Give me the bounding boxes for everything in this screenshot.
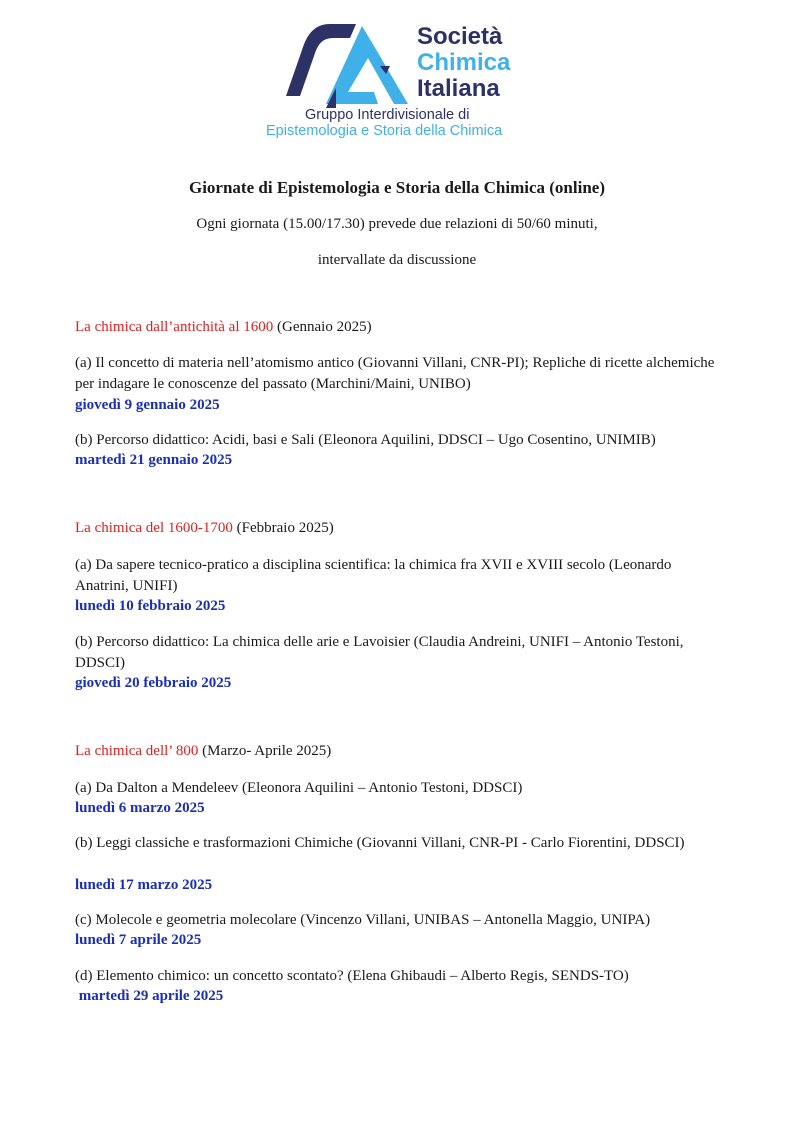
logo-word-chimica: Chimica <box>417 49 511 76</box>
session-description: (a) Da sapere tecnico-pratico a disciplina scientifica: la chimica fra XVII e XVIII secolo (Leonardo Anatrini, UNIFI) <box>75 557 672 594</box>
section-1-heading <box>75 319 372 336</box>
session-date: martedì 21 gennaio 2025 <box>75 452 233 468</box>
session-description: (b) Percorso didattico: La chimica delle arie e Lavoisier (Claudia Andreini, UNIFI – Antonio Testoni, DDSCI) <box>75 634 684 671</box>
session-description: (a) Il concetto di materia nell’atomismo antico (Giovanni Villani, CNR-PI); Repliche di ricette alchemiche per indagare le conoscenze del passato (Marchini/Maini, UNIBO) <box>75 355 715 392</box>
section-title: La chimica dell’ 800 <box>75 743 199 759</box>
section-period: (Marzo- Aprile 2025) <box>198 743 332 759</box>
logo-word-italiana: Italiana <box>417 75 500 102</box>
session-description: (b) Percorso didattico: Acidi, basi e Sali (Eleonora Aquilini, DDSCI – Ugo Cosentino, UNIMIB) <box>75 432 656 448</box>
section-period: (Gennaio 2025) <box>273 319 372 335</box>
intro-line-1: Ogni giornata (15.00/17.30) prevede due relazioni di 50/60 minuti, <box>196 216 598 232</box>
sci-logo <box>262 14 542 142</box>
section-period: (Febbraio 2025) <box>232 520 334 536</box>
session-date: giovedì 9 gennaio 2025 <box>75 397 220 413</box>
page-title: Giornate di Epistemologia e Storia della Chimica (online) <box>188 178 605 197</box>
session-date: martedì 29 aprile 2025 <box>75 988 224 1004</box>
session-date: lunedì 17 marzo 2025 <box>75 877 213 893</box>
session-date: giovedì 20 febbraio 2025 <box>75 675 232 691</box>
intro-line-2: intervallate da discussione <box>317 252 477 268</box>
section-2-heading <box>75 520 334 537</box>
session-date: lunedì 7 aprile 2025 <box>75 932 202 948</box>
logo-word-societa: Società <box>417 23 503 50</box>
logo-subtitle-2: Epistemologia e Storia della Chimica <box>266 123 503 139</box>
session-date: lunedì 6 marzo 2025 <box>75 800 205 816</box>
section-title: La chimica dall’antichità al 1600 <box>75 319 274 335</box>
section-title: La chimica del 1600-1700 <box>75 520 233 536</box>
session-description: (c) Molecole e geometria molecolare (Vincenzo Villani, UNIBAS – Antonella Maggio, UNIPA) <box>75 912 651 928</box>
logo-subtitle-1: Gruppo Interdivisionale di <box>305 107 470 123</box>
session-description: (d) Elemento chimico: un concetto scontato? (Elena Ghibaudi – Alberto Regis, SENDS-TO) <box>75 968 629 984</box>
session-description: (b) Leggi classiche e trasformazioni Chimiche (Giovanni Villani, CNR-PI - Carlo Fiorentini, DDSCI) <box>75 835 685 851</box>
sci-logo-mark-icon <box>278 16 408 108</box>
section-3-heading <box>75 743 331 760</box>
session-description: (a) Da Dalton a Mendeleev (Eleonora Aquilini – Antonio Testoni, DDSCI) <box>75 780 523 796</box>
session-date: lunedì 10 febbraio 2025 <box>75 598 226 614</box>
